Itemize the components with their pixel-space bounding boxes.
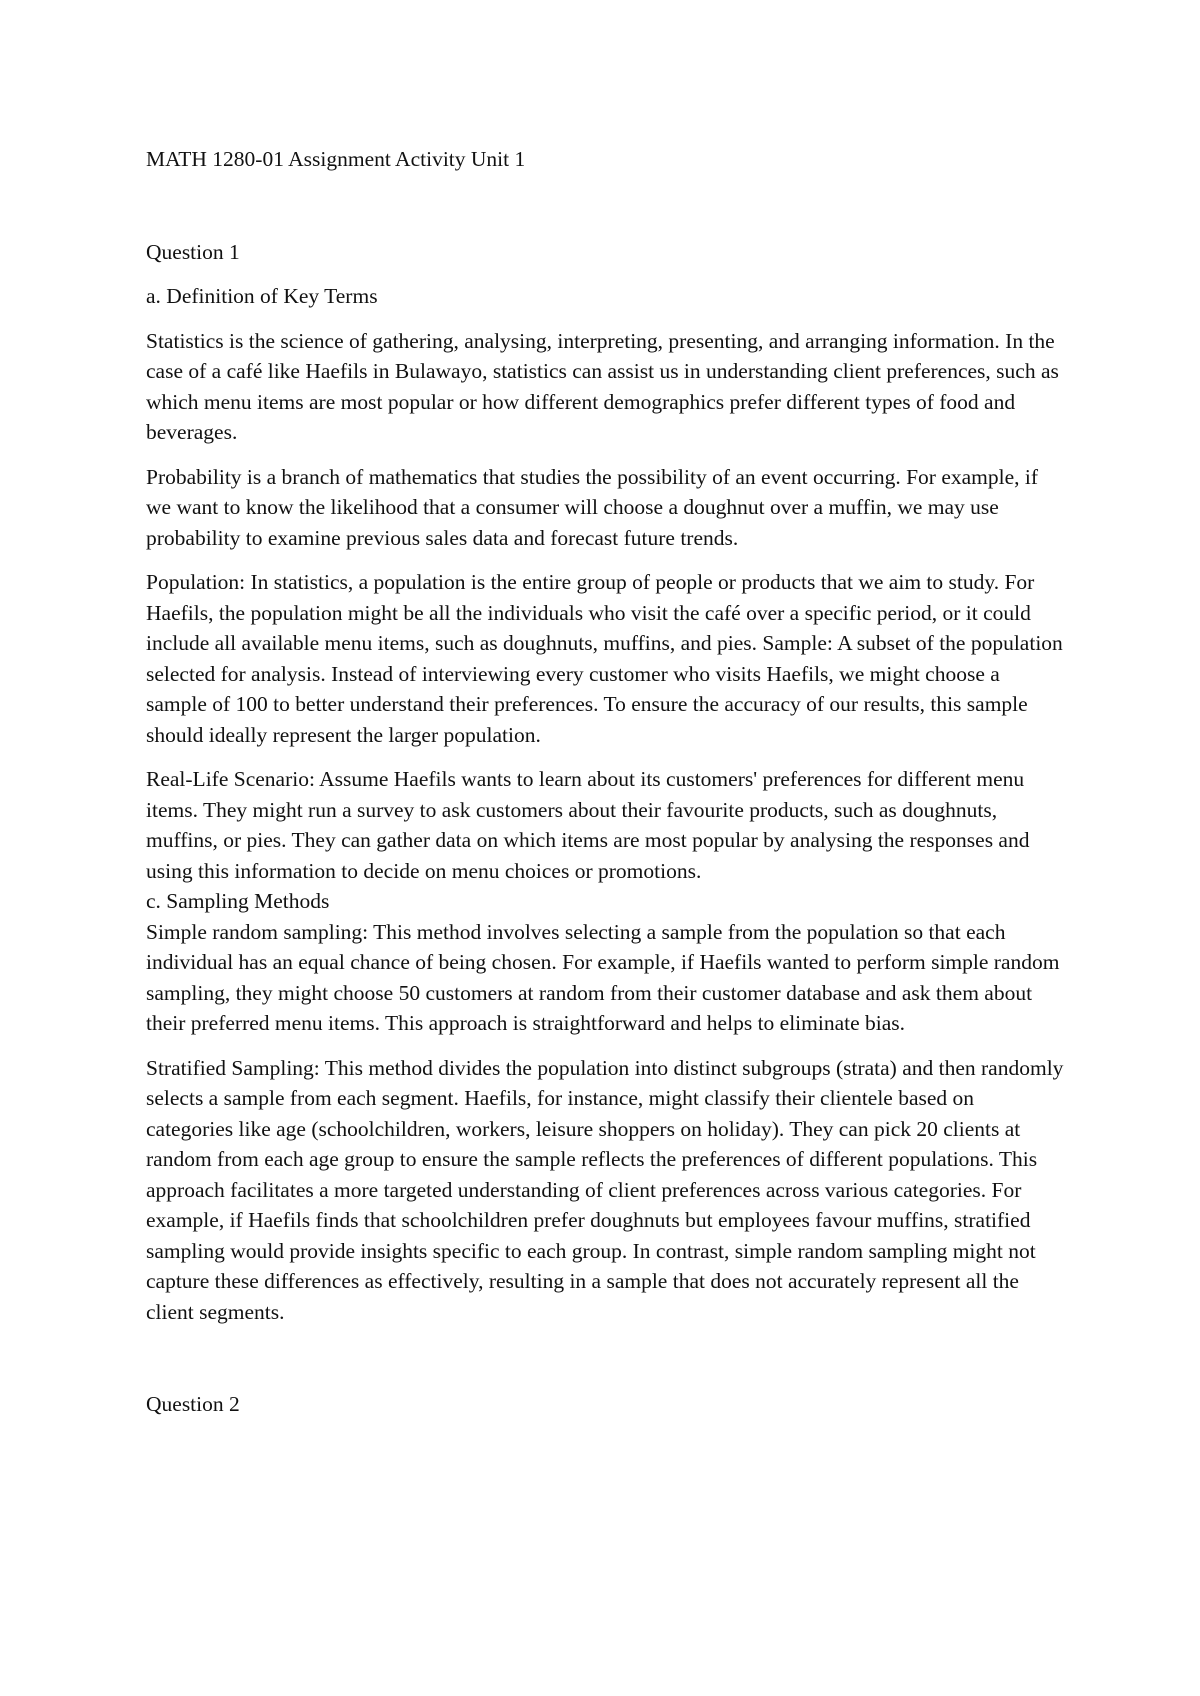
part-a-heading: a. Definition of Key Terms [146, 284, 378, 308]
stratified-sampling-paragraph: Stratified Sampling: This method divides the population into distinct subgroups (strata) and then randomly selects a sample from each segment. Haefils, for instance, might classify their clientele based on categories like age (schoolchildren, workers, leisure shoppers on holiday). They can pick 20 clients at random from each age group to ensure the sample reflects the preferences of different populations. This approach facilitates a more targeted understanding of client preferences across various categories. For example, if Haefils finds that schoolchildren prefer doughnuts but employees favour muffins, stratified sampling would provide insights specific to each group. In contrast, simple random sampling might not capture these differences as effectively, resulting in a sample that does not accurately represent all the client segments. [146, 1055, 1064, 1324]
population-sample-paragraph: Population: In statistics, a population is the entire group of people or products that we aim to study. For Haefils, the population might be all the individuals who visit the café over a specific period, or it could include all available menu items, such as doughnuts, muffins, and pies. Sample: A subset of the population selected for analysis. Instead of interviewing every customer who visits Haefils, we might choose a sample of 100 to better understand their preferences. To ensure the accuracy of our results, this sample should ideally represent the larger population. [146, 570, 1063, 747]
part-c-heading: c. Sampling Methods [146, 889, 330, 913]
question-2-heading: Question 2 [146, 1392, 240, 1416]
simple-random-sampling-paragraph: Simple random sampling: This method involves selecting a sample from the population so that each individual has an equal chance of being chosen. For example, if Haefils wanted to perform simple random sampling, they might choose 50 customers at random from their customer database and ask them about their preferred menu items. This approach is straightforward and helps to eliminate bias. [146, 919, 1060, 1035]
real-life-scenario-paragraph: Real-Life Scenario: Assume Haefils wants to learn about its customers' preferences for different menu items. They might run a survey to ask customers about their favourite products, such as doughnuts, muffins, or pies. They can gather data on which items are most popular by analysing the responses and using this information to decide on menu choices or promotions. [146, 767, 1030, 883]
document-page [146, 144, 1066, 1420]
question-1-heading: Question 1 [146, 239, 240, 264]
document-title: MATH 1280-01 Assignment Activity Unit 1 [146, 147, 526, 171]
probability-definition-paragraph: Probability is a branch of mathematics that studies the possibility of an event occurring. For example, if we want to know the likelihood that a consumer will choose a doughnut over a muffin, we may use probability to examine previous sales data and forecast future trends. [146, 464, 1039, 550]
statistics-definition-paragraph: Statistics is the science of gathering, analysing, interpreting, presenting, and arranging information. In the case of a café like Haefils in Bulawayo, statistics can assist us in understanding client preferences, such as which menu items are most popular or how different demographics prefer different types of food and beverages. [146, 328, 1059, 444]
